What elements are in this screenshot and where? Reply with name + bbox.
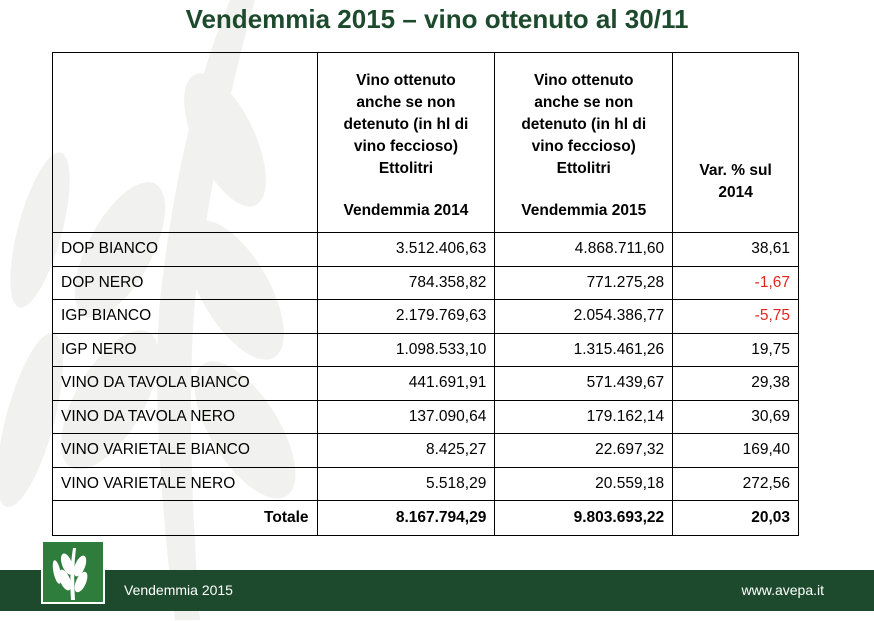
value-2015: 571.439,67	[495, 367, 673, 401]
header-var-percent: Var. % sul 2014	[673, 53, 799, 233]
value-2015: 771.275,28	[495, 266, 673, 300]
total-2015: 9.803.693,22	[495, 501, 673, 536]
header-sub-2015: Vendemmia 2015	[521, 202, 647, 219]
value-2014: 441.691,91	[317, 367, 495, 401]
table-header-row	[53, 53, 799, 233]
value-2014: 1.098.533,10	[317, 333, 495, 367]
table-row	[53, 333, 799, 367]
row-label: IGP BIANCO	[53, 300, 318, 334]
table-row	[53, 434, 799, 468]
table-row	[53, 300, 799, 334]
value-var: 272,56	[673, 467, 799, 501]
table-total-row	[53, 501, 799, 536]
row-label: VINO VARIETALE NERO	[53, 467, 318, 501]
row-label: IGP NERO	[53, 333, 318, 367]
value-2015: 20.559,18	[495, 467, 673, 501]
header-vendemmia-2014: Vino ottenuto anche se non detenuto (in hl di vino feccioso) Ettolitri Vendemmia 2014	[317, 53, 495, 233]
row-label: VINO DA TAVOLA BIANCO	[53, 367, 318, 401]
value-2015: 1.315.461,26	[495, 333, 673, 367]
header-sub-2014: Vendemmia 2014	[343, 202, 469, 219]
value-2014: 784.358,82	[317, 266, 495, 300]
footer-website-link[interactable]: www.avepa.it	[741, 582, 824, 598]
wine-production-table	[52, 52, 799, 536]
footer-event-label: Vendemmia 2015	[124, 582, 233, 598]
row-label: VINO VARIETALE BIANCO	[53, 434, 318, 468]
value-2014: 5.518,29	[317, 467, 495, 501]
header-empty-cell	[53, 53, 318, 233]
page-title: Vendemmia 2015 – vino ottenuto al 30/11	[185, 4, 689, 34]
total-label: Totale	[53, 501, 318, 536]
row-label: DOP BIANCO	[53, 233, 318, 267]
value-2014: 8.425,27	[317, 434, 495, 468]
table-row	[53, 233, 799, 267]
value-var: 169,40	[673, 434, 799, 468]
value-2015: 22.697,32	[495, 434, 673, 468]
value-var: 38,61	[673, 233, 799, 267]
table-row	[53, 400, 799, 434]
value-var: 19,75	[673, 333, 799, 367]
header-vendemmia-2015: Vino ottenuto anche se non detenuto (in hl di vino feccioso) Ettolitri Vendemmia 2015	[495, 53, 673, 233]
row-label: VINO DA TAVOLA NERO	[53, 400, 318, 434]
value-2015: 4.868.711,60	[495, 233, 673, 267]
table-row	[53, 367, 799, 401]
value-var: 29,38	[673, 367, 799, 401]
wheat-logo-icon	[41, 540, 105, 604]
value-var: 30,69	[673, 400, 799, 434]
value-var-negative: -1,67	[673, 266, 799, 300]
table-row	[53, 467, 799, 501]
value-2015: 179.162,14	[495, 400, 673, 434]
value-2014: 3.512.406,63	[317, 233, 495, 267]
value-var-negative: -5,75	[673, 300, 799, 334]
table-row	[53, 266, 799, 300]
value-2014: 137.090,64	[317, 400, 495, 434]
value-2014: 2.179.769,63	[317, 300, 495, 334]
value-2015: 2.054.386,77	[495, 300, 673, 334]
total-2014: 8.167.794,29	[317, 501, 495, 536]
total-var: 20,03	[673, 501, 799, 536]
row-label: DOP NERO	[53, 266, 318, 300]
